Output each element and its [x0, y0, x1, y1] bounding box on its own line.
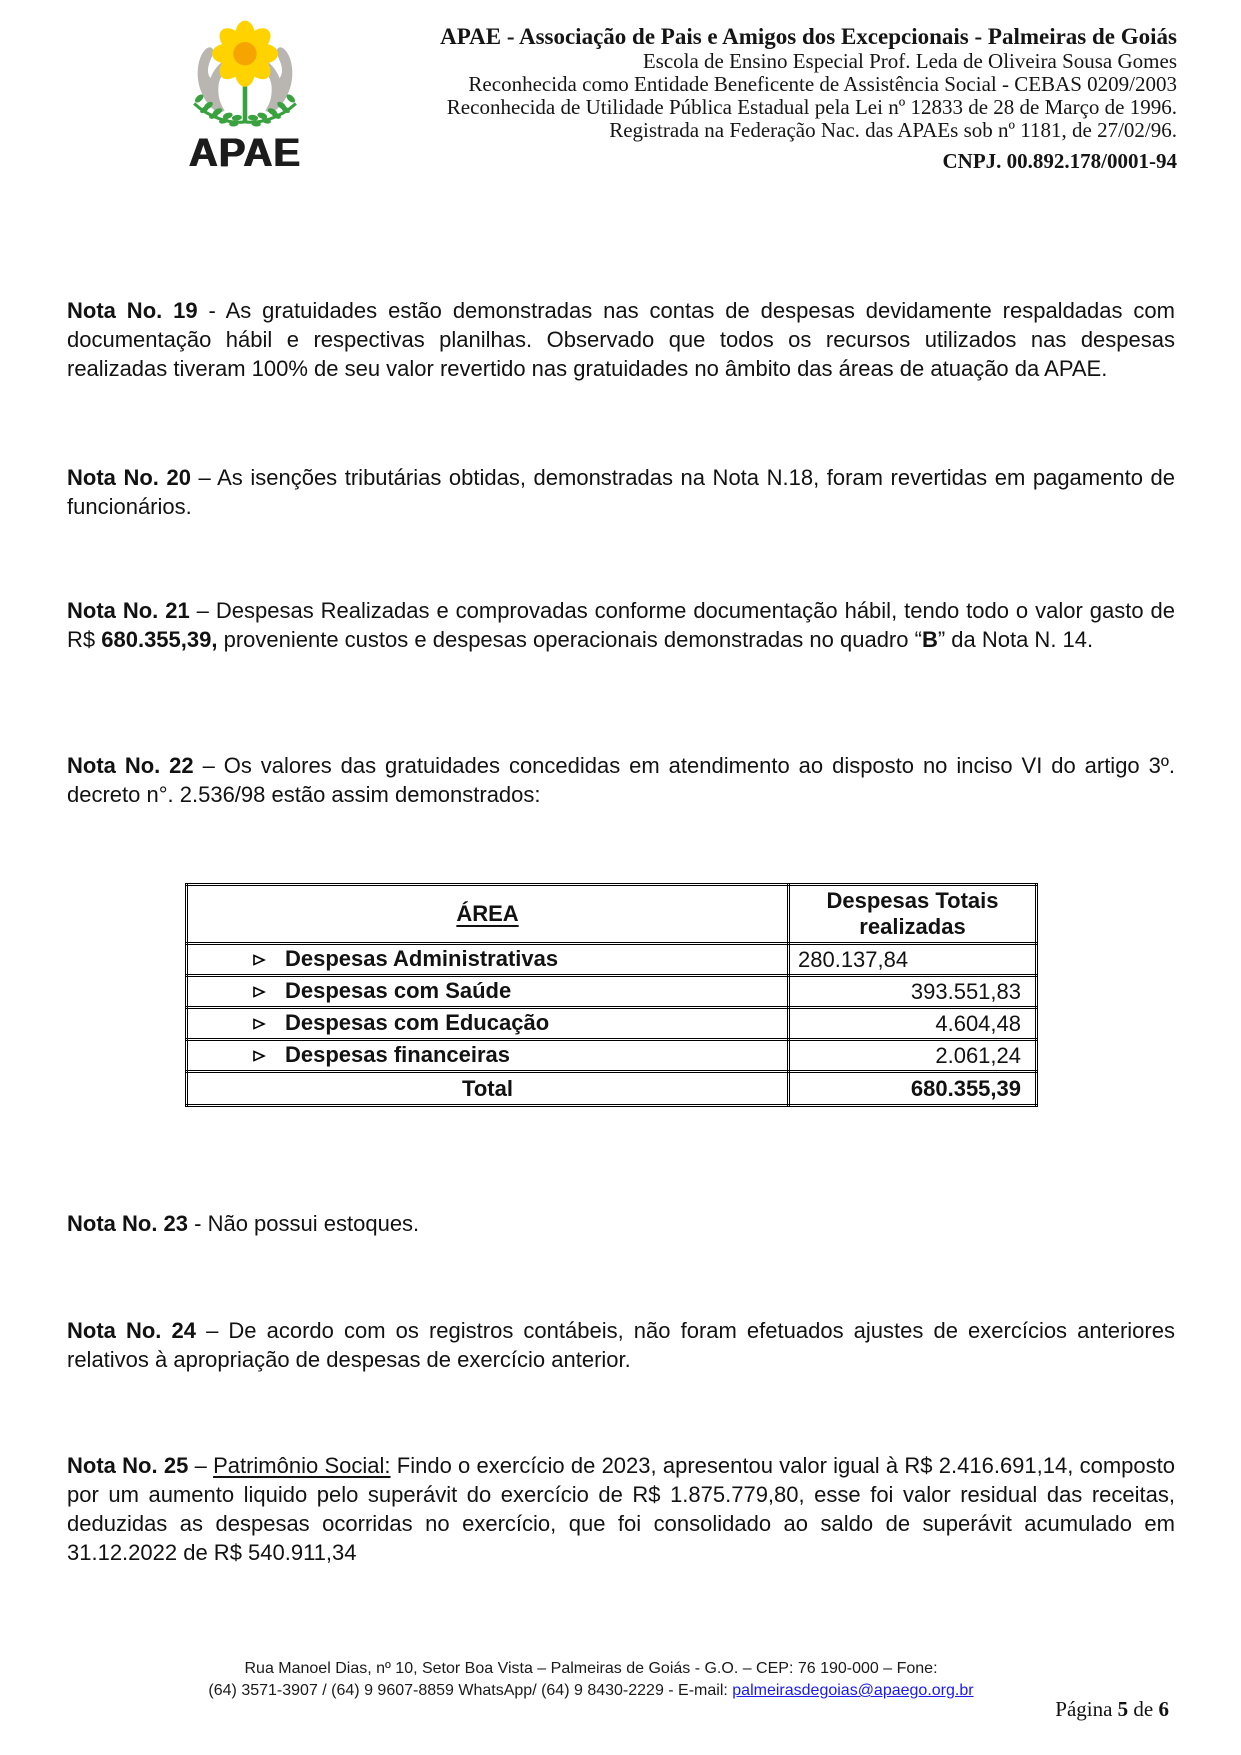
text-segment: Nota No. 19: [67, 298, 198, 323]
area-cell: [187, 1040, 789, 1072]
value-cell: 4.604,48: [789, 1008, 1037, 1040]
footer-address-line: Rua Manoel Dias, nº 10, Setor Boa Vista – Palmeiras de Goiás - G.O. – CEP: 76 190-000 – Fone:: [244, 1660, 938, 1677]
value-cell: 280.137,84: [789, 944, 1037, 976]
text-segment: – Os valores das gratuidades concedidas em atendimento ao disposto no inciso VI do artigo 3º. decreto n°. 2.536/98 estão assim demonstrados:: [67, 753, 1175, 807]
nota-20-paragraph: [67, 463, 1175, 521]
org-cebas-line: Reconhecida como Entidade Beneficente de Assistência Social - CEBAS 0209/2003: [468, 72, 1177, 96]
value-cell: 2.061,24: [789, 1040, 1037, 1072]
nota-21-paragraph: [67, 596, 1175, 654]
total-row: [187, 1072, 1037, 1106]
page-number-total: 6: [1158, 1697, 1169, 1721]
area-cell: [187, 944, 789, 976]
page-number-prefix: Página: [1055, 1697, 1118, 1721]
nota-22-paragraph: [67, 751, 1175, 809]
text-segment: 680.355,39,: [101, 627, 218, 652]
text-segment: – As isenções tributárias obtidas, demonstradas na Nota N.18, foram revertidas em pagamento de funcionários.: [67, 465, 1175, 519]
value-cell: 393.551,83: [789, 976, 1037, 1008]
gratuities-expenses-table: [185, 883, 1038, 1107]
nota-23-paragraph: [67, 1209, 1175, 1238]
page-number: [1055, 1697, 1169, 1722]
email-link[interactable]: palmeirasdegoias@apaego.org.br: [732, 1682, 974, 1699]
arrowhead-right-bullet-icon: [252, 1011, 267, 1037]
org-federation-line: Registrada na Federação Nac. das APAEs sob nº 1181, de 27/02/96.: [609, 118, 1177, 142]
totals-column-header: Despesas Totais realizadas: [789, 885, 1037, 944]
text-segment: Findo o exercício de 2023, apresentou valor igual à R$ 2.416.691,14, composto por um aumento liquido pelo superávit do exercício de R$ 1.875.779,80, esse foi valor residual das receitas, deduzidas as despesas ocorridas no exercício, que foi consolidado ao saldo de superávit acumulado em 31.12.2022 de R$ 540.911,34: [67, 1453, 1175, 1565]
area-cell: [187, 976, 789, 1008]
text-segment: Patrimônio Social:: [213, 1453, 391, 1478]
footer-contact-line: [67, 1681, 1115, 1701]
area-label: Despesas financeiras: [285, 1042, 511, 1067]
text-segment: Nota No. 24: [67, 1318, 196, 1343]
text-segment: –: [188, 1453, 214, 1478]
text-segment: Nota No. 25: [67, 1453, 189, 1478]
arrowhead-right-bullet-icon: [252, 947, 267, 973]
text-segment: Nota No. 23: [67, 1211, 189, 1236]
org-name-line: APAE - Associação de Pais e Amigos dos Excepcionais - Palmeiras de Goiás: [440, 24, 1177, 49]
org-law-line: Reconhecida de Utilidade Pública Estadual pela Lei nº 12833 de 28 de Março de 1996.: [446, 95, 1177, 119]
org-info-block: [277, 24, 1177, 173]
table-row: [187, 1008, 1037, 1040]
area-cell: [187, 1008, 789, 1040]
org-school-line: Escola de Ensino Especial Prof. Leda de Oliveira Sousa Gomes: [642, 49, 1177, 73]
text-segment: B: [921, 627, 938, 652]
text-segment: Nota No. 22: [67, 753, 194, 778]
table-row: [187, 944, 1037, 976]
nota-24-paragraph: [67, 1316, 1175, 1374]
text-segment: - Não possui estoques.: [188, 1211, 420, 1236]
area-label: Despesas com Educação: [285, 1010, 550, 1035]
text-segment: Nota No. 20: [67, 465, 191, 490]
area-column-header: ÁREA: [187, 885, 789, 944]
area-label: Despesas Administrativas: [285, 946, 559, 971]
nota-19-paragraph: [67, 296, 1175, 383]
text-segment: – De acordo com os registros contábeis, não foram efetuados ajustes de exercícios anteriores relativos à apropriação de despesas de exercício anterior.: [67, 1318, 1175, 1372]
cnpj-line: CNPJ. 00.892.178/0001-94: [942, 149, 1177, 173]
text-segment: Nota No. 21: [67, 598, 190, 623]
text-segment: proveniente custos e despesas operacionais demonstradas no quadro “: [217, 627, 922, 652]
total-value-cell: 680.355,39: [789, 1072, 1037, 1106]
text-segment: ” da Nota N. 14.: [937, 627, 1094, 652]
page-number-current: 5: [1117, 1697, 1129, 1721]
nota-25-paragraph: [67, 1451, 1175, 1567]
arrowhead-right-bullet-icon: [252, 979, 267, 1005]
footer-phones: (64) 3571-3907 / (64) 9 9607-8859 WhatsApp/ (64) 9 8430-2229 - E-mail:: [208, 1682, 733, 1699]
text-segment: - As gratuidades estão demonstradas nas contas de despesas devidamente respaldadas com documentação hábil e respectivas planilhas. Observado que todos os recursos utilizados nas despesas realizadas tiveram 100% de seu valor revertido nas gratuidades no âmbito das áreas de atuação da APAE.: [67, 298, 1175, 381]
page-number-separator: de: [1128, 1697, 1159, 1721]
text-segment: – Despesas Realizadas e comprovadas conforme documentação hábil, tendo todo o valor gasto de R$: [67, 598, 1175, 652]
total-label-cell: Total: [187, 1072, 789, 1106]
table-row: [187, 976, 1037, 1008]
area-label: Despesas com Saúde: [285, 978, 512, 1003]
table-header-row: [187, 885, 1037, 944]
table-row: [187, 1040, 1037, 1072]
arrowhead-right-bullet-icon: [252, 1043, 267, 1069]
apae-logo-text: APAE: [188, 131, 302, 175]
